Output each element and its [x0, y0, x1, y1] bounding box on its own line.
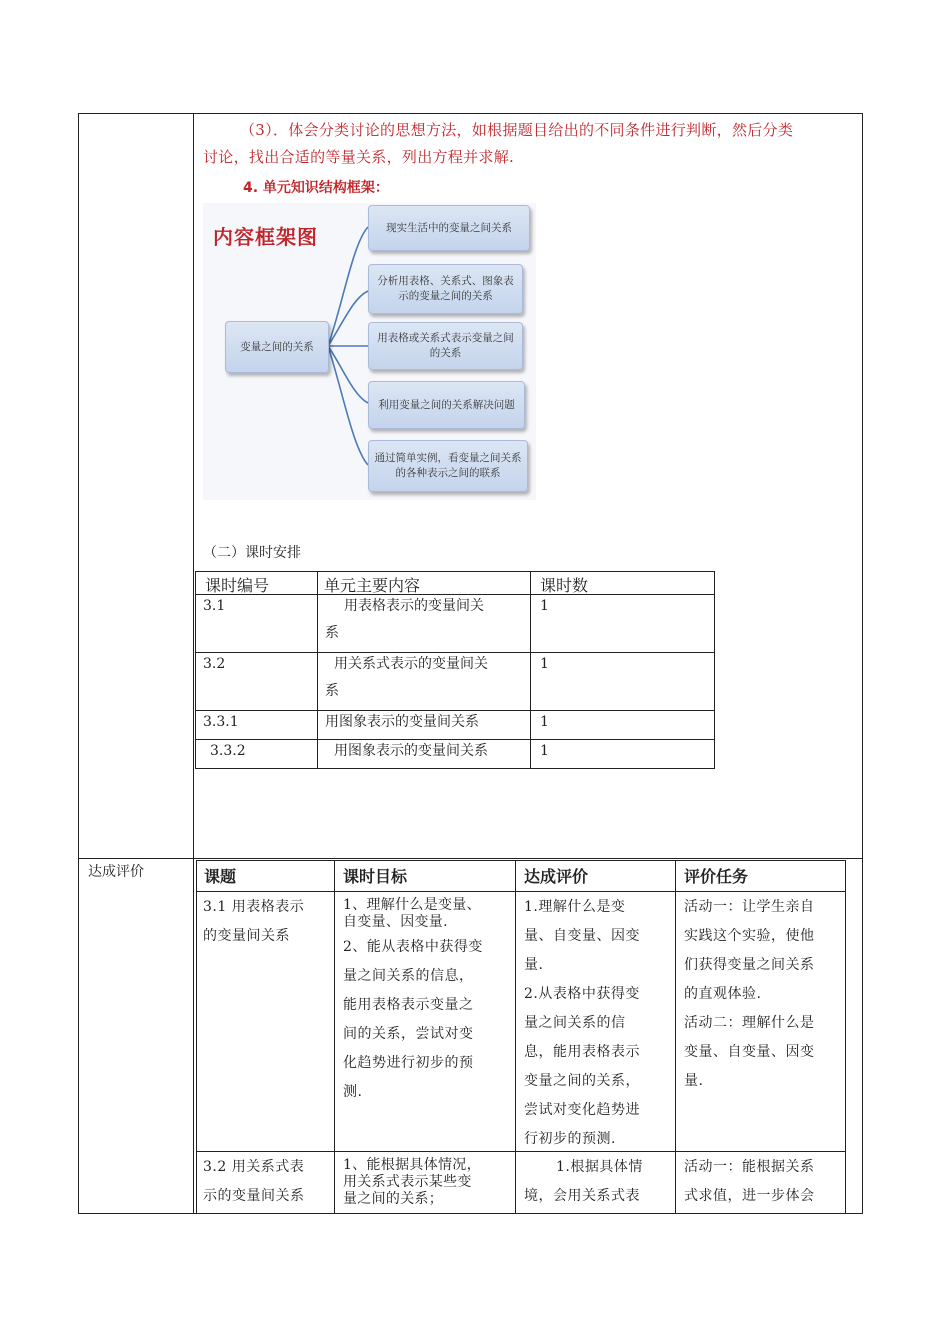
- outer-left-border: [78, 113, 79, 1214]
- schedule-vline: [195, 571, 196, 769]
- eval-header-tasks: 评价任务: [684, 867, 749, 886]
- schedule-vline: [530, 571, 531, 769]
- eval-hline: [196, 891, 846, 892]
- intro-paragraph-line1: （3）．体会分类讨论的思想方法，如根据题目给出的不同条件进行判断，然后分类: [240, 121, 794, 139]
- eval-header-goals: 课时目标: [343, 867, 408, 886]
- diagram-title: 内容框架图: [213, 225, 318, 249]
- diagram-branch-5: 通过简单实例，看变量之间关系的各种表示之间的联系: [368, 440, 528, 492]
- eval-row1-goals-part1: 1、理解什么是变量、 自变量、因变量.: [343, 897, 481, 930]
- eval-vline: [334, 860, 335, 1214]
- schedule-row-1-id: 3.1: [203, 598, 226, 614]
- schedule-row-2-id: 3.2: [203, 656, 226, 672]
- schedule-heading: （二）课时安排: [203, 545, 301, 561]
- outer-top-border: [78, 113, 863, 114]
- schedule-header-content: 单元主要内容: [324, 576, 421, 595]
- schedule-vline: [317, 571, 318, 769]
- diagram-branch-2: 分析用表格、关系式、图象表示的变量之间的关系: [368, 264, 523, 314]
- evaluation-side-label: 达成评价: [88, 864, 144, 880]
- outer-right-border: [862, 113, 863, 1214]
- eval-header-topic: 课题: [204, 867, 237, 886]
- eval-vline: [845, 860, 846, 1214]
- section-heading-4: 4. 单元知识结构框架：: [243, 180, 389, 196]
- row-divider: [78, 858, 863, 859]
- schedule-hline: [195, 768, 715, 769]
- schedule-hline: [195, 571, 715, 572]
- eval-header-assessment: 达成评价: [524, 867, 589, 886]
- eval-row2-topic: 3.2 用关系式表 示的变量间关系: [203, 1159, 305, 1204]
- diagram-branch-1: 现实生活中的变量之间关系: [368, 205, 530, 251]
- eval-vline: [515, 860, 516, 1214]
- schedule-row-1-content-cont: 系: [325, 625, 339, 641]
- diagram-branch-3: 用表格或关系式表示变量之间的关系: [368, 322, 523, 370]
- eval-row2-assessment: 1.根据具体情 境，会用关系式表: [524, 1159, 643, 1204]
- diagram-branch-4: 利用变量之间的关系解决问题: [368, 381, 525, 429]
- eval-hline: [196, 1151, 846, 1152]
- schedule-row-2-hours: 1: [540, 656, 549, 672]
- column-divider: [193, 113, 194, 1214]
- diagram-center-node: 变量之间的关系: [225, 321, 329, 373]
- schedule-header-hours: 课时数: [540, 576, 589, 595]
- eval-row1-goals-part2: 2、能从表格中获得变 量之间关系的信息， 能用表格表示变量之 间的关系，尝试对变 化趋势进行初步的预 测.: [343, 939, 483, 1100]
- schedule-row-4-id: 3.3.2: [210, 743, 246, 759]
- schedule-row-2-content: 用关系式表示的变量间关: [334, 656, 488, 672]
- eval-row2-goals: 1、能根据具体情况， 用关系式表示某些变 量之间的关系；: [343, 1157, 481, 1207]
- eval-row1-tasks: 活动一：让学生亲自 实践这个实验，使他 们获得变量之间关系 的直观体验. 活动二：理解什么是 变量、自变量、因变 量.: [684, 899, 815, 1089]
- eval-row1-assessment: 1.理解什么是变 量、自变量、因变 量. 2.从表格中获得变 量之间关系的信 息，能用表格表示 变量之间的关系， 尝试对变化趋势进 行初步的预测.: [524, 899, 640, 1147]
- eval-row1-topic: 3.1 用表格表示 的变量间关系: [203, 899, 305, 944]
- intro-paragraph-line2: 讨论，找出合适的等量关系，列出方程并求解.: [203, 148, 515, 166]
- schedule-header-id: 课时编号: [205, 576, 270, 595]
- eval-row2-tasks: 活动一：能根据关系 式求值，进一步体会: [684, 1159, 815, 1204]
- eval-vline: [675, 860, 676, 1214]
- schedule-row-3-hours: 1: [540, 714, 549, 730]
- schedule-row-4-content: 用图象表示的变量间关系: [334, 743, 488, 759]
- schedule-vline: [714, 571, 715, 769]
- schedule-row-2-content-cont: 系: [325, 683, 339, 699]
- content-framework-diagram: [203, 203, 536, 500]
- schedule-row-1-content: 用表格表示的变量间关: [344, 598, 484, 614]
- eval-hline: [196, 860, 846, 861]
- schedule-row-1-hours: 1: [540, 598, 549, 614]
- eval-vline: [196, 860, 197, 1214]
- schedule-row-3-content: 用图象表示的变量间关系: [325, 714, 479, 730]
- schedule-row-3-id: 3.3.1: [203, 714, 239, 730]
- schedule-row-4-hours: 1: [540, 743, 549, 759]
